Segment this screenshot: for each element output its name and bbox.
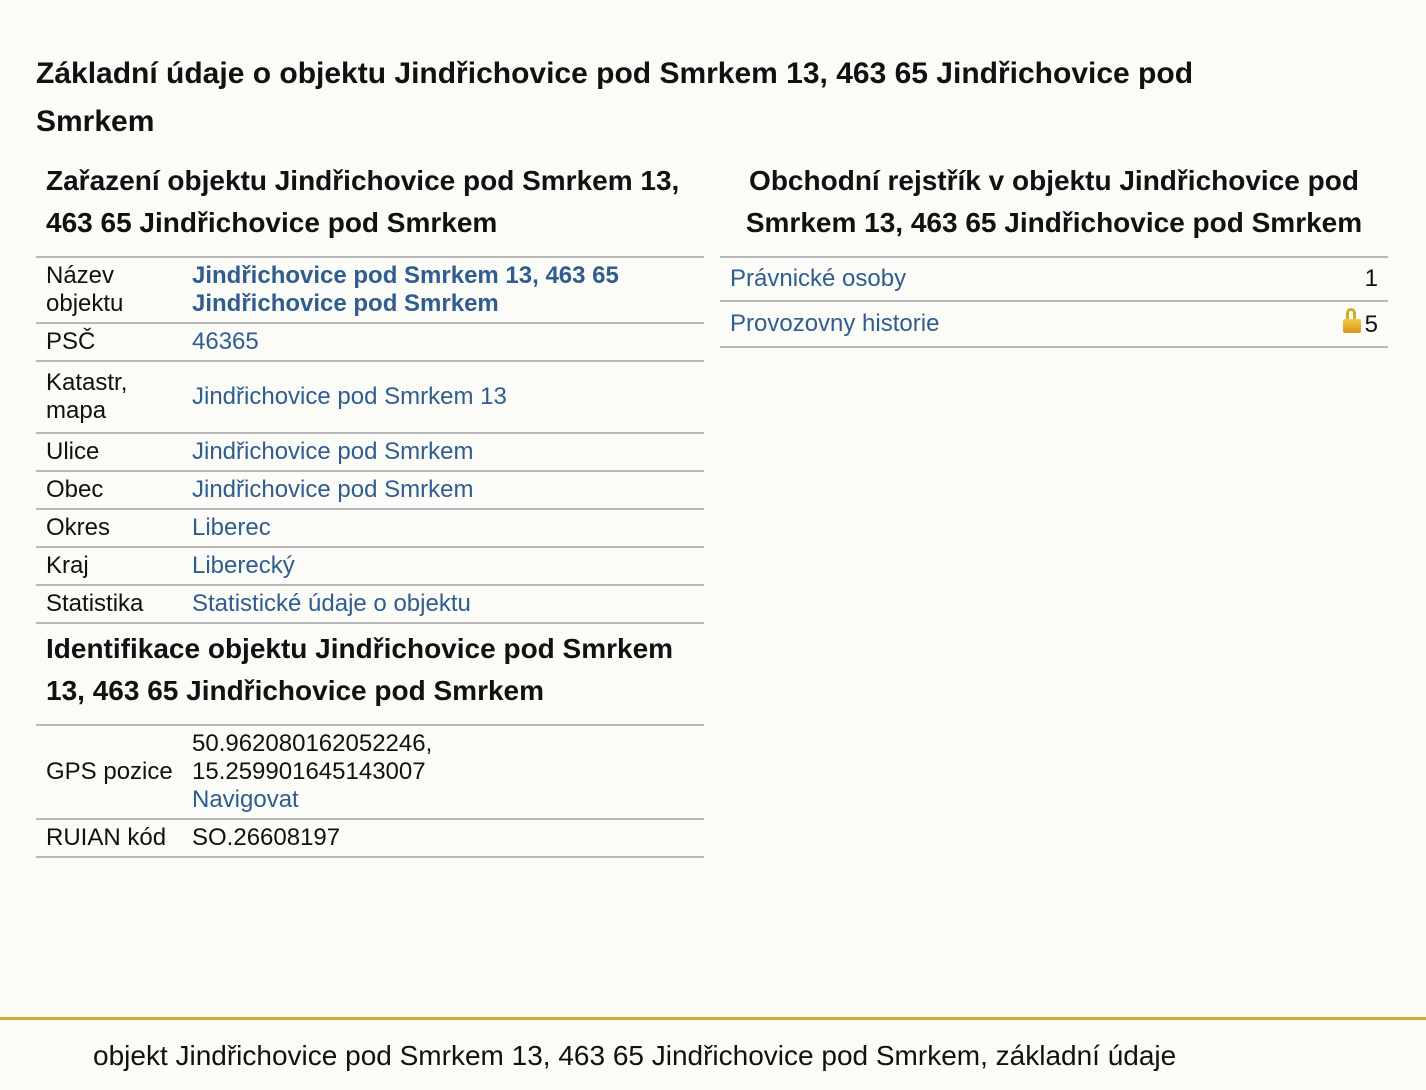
- ruian-value: SO.26608197: [192, 824, 341, 851]
- table-row: [36, 509, 704, 547]
- table-row: [720, 257, 1388, 301]
- right-column: [720, 160, 1388, 348]
- row-label-gps: GPS pozice: [46, 758, 173, 785]
- table-row: [36, 547, 704, 585]
- row-label-ulice: Ulice: [46, 438, 100, 465]
- table-row: [36, 433, 704, 471]
- table-row: [36, 725, 704, 819]
- premises-history-link[interactable]: Provozovny historie: [730, 310, 940, 337]
- table-row: [36, 471, 704, 509]
- street-link[interactable]: Jindřichovice pod Smrkem: [192, 438, 474, 465]
- statistics-link[interactable]: Statistické údaje o objektu: [192, 590, 471, 617]
- table-row: [36, 585, 704, 623]
- classification-table: [36, 256, 704, 624]
- row-label-ruian: RUIAN kód: [46, 824, 167, 851]
- row-label-statistika: Statistika: [46, 590, 144, 617]
- object-name-link[interactable]: Jindřichovice pod Smrkem 13, 463 65 Jindřichovice pod Smrkem: [192, 262, 619, 317]
- legal-entities-count: 1: [1364, 265, 1378, 292]
- identification-title: Identifikace objektu Jindřichovice pod Smrkem 13, 463 65 Jindřichovice pod Smrkem: [46, 633, 674, 706]
- table-row: [36, 323, 704, 361]
- legal-entities-link[interactable]: Právnické osoby: [730, 265, 907, 292]
- page-title: Základní údaje o objektu Jindřichovice pod Smrkem 13, 463 65 Jindřichovice pod Smrkem: [36, 57, 1194, 138]
- row-label-kraj: Kraj: [46, 552, 89, 579]
- table-row: [36, 819, 704, 857]
- katastr-link[interactable]: Jindřichovice pod Smrkem 13: [192, 383, 507, 410]
- table-row: [720, 301, 1388, 347]
- psc-link[interactable]: 46365: [192, 328, 259, 355]
- region-link[interactable]: Liberecký: [192, 552, 295, 579]
- row-label-okres: Okres: [46, 514, 111, 541]
- premises-history-count: 5: [1364, 311, 1378, 338]
- footer-text: objekt Jindřichovice pod Smrkem 13, 463 65 Jindřichovice pod Smrkem, základní údaje: [93, 1040, 1177, 1071]
- row-label-katastr: Katastr, mapa: [46, 369, 128, 424]
- row-label-obec: Obec: [46, 476, 104, 503]
- navigate-link[interactable]: Navigovat: [192, 786, 299, 813]
- register-title: Obchodní rejstřík v objektu Jindřichovice pod Smrkem 13, 463 65 Jindřichovice pod Smrkem: [745, 165, 1363, 238]
- gps-longitude: 15.259901645143007: [192, 758, 426, 785]
- table-row: [36, 257, 704, 323]
- district-link[interactable]: Liberec: [192, 514, 271, 541]
- gps-latitude: 50.962080162052246,: [192, 730, 433, 757]
- footer-divider: [0, 1017, 1426, 1020]
- identification-table: [36, 724, 704, 858]
- row-label-psc: PSČ: [46, 328, 96, 355]
- row-label-nazev: Název objektu: [46, 262, 124, 317]
- classification-title: Zařazení objektu Jindřichovice pod Smrkem 13, 463 65 Jindřichovice pod Smrkem: [46, 165, 680, 238]
- register-table: [720, 256, 1388, 348]
- left-column: [36, 160, 704, 858]
- table-row: [36, 361, 704, 433]
- lock-icon: [1343, 308, 1361, 334]
- municipality-link[interactable]: Jindřichovice pod Smrkem: [192, 476, 474, 503]
